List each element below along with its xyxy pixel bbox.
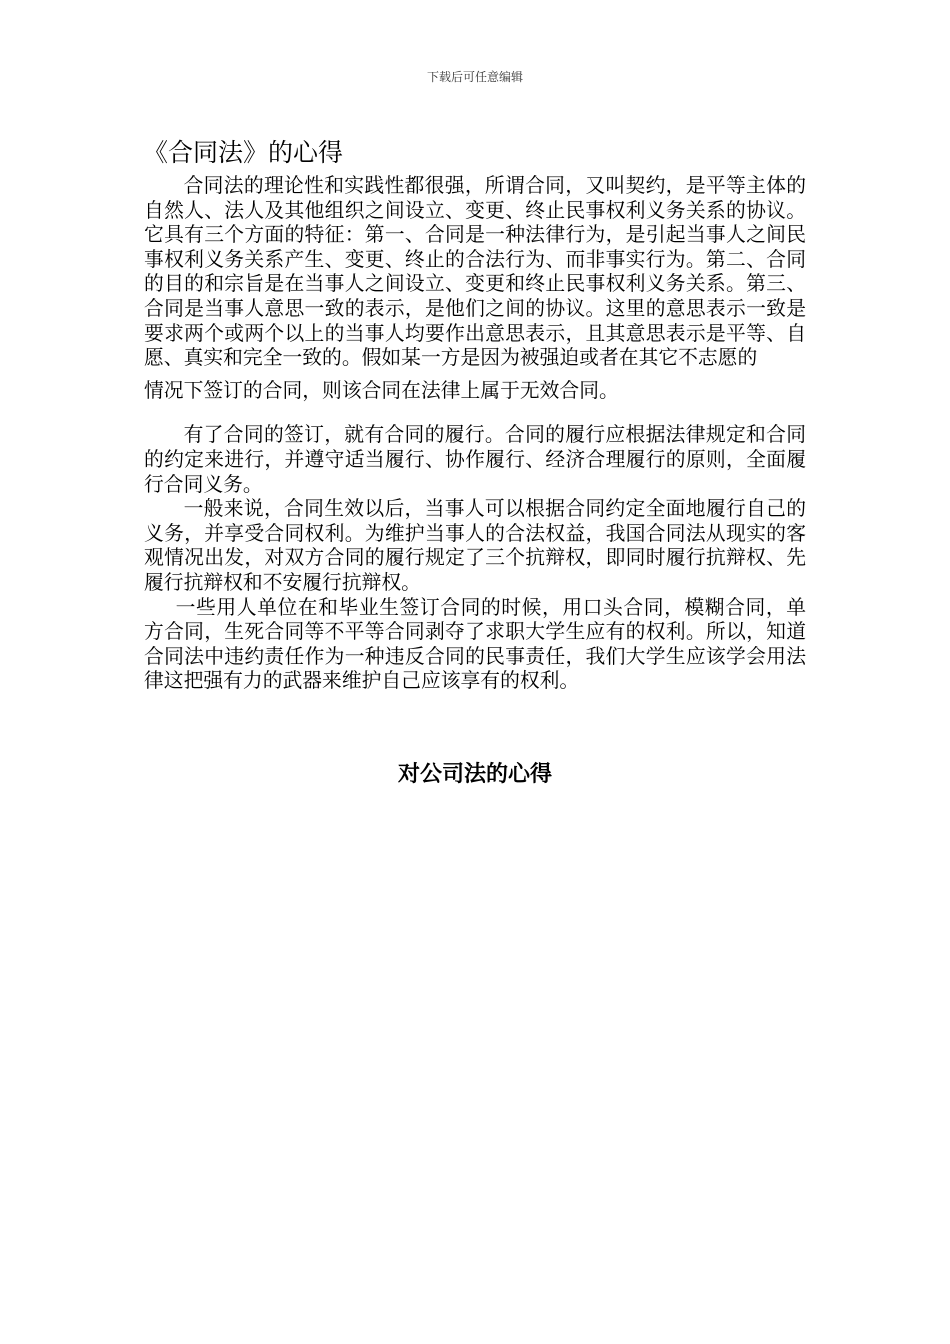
document-body [144, 174, 806, 694]
paragraph-graduate-rights: 一些用人单位在和毕业生签订合同的时候，用口头合同，模糊合同，单方合同，生死合同等不平等合同剥夺了求职大学生应有的权利。所以，知道合同法中违约责任作为一种违反合同的民事责任，我们大学生应该学会用法律这把强有力的武器来维护自己应该享有的权利。 [144, 595, 806, 693]
paragraph-contract-performance: 有了合同的签订，就有合同的履行。合同的履行应根据法律规定和合同的约定来进行，并遵守适当履行、协作履行、经济合理履行的原则，全面履行合同义务。 [144, 423, 806, 496]
paragraph-contract-definition: 合同法的理论性和实践性都很强，所谓合同，又叫契约，是平等主体的自然人、法人及其他组织之间设立、变更、终止民事权利义务关系的协议。它具有三个方面的特征：第一、合同是一种法律行为，是引起当事人之间民事权利义务关系产生、变更、终止的合法行为、而非事实行为。第二、合同的目的和宗旨是在当事人之间设立、变更和终止民事权利义务关系。第三、合同是当事人意思一致的表示，是他们之间的协议。这里的意思表示一致是要求两个或两个以上的当事人均要作出意思表示，且其意思表示是平等、自愿、真实和完全一致的。假如某一方是因为被强迫或者在其它不志愿的 [144, 174, 806, 370]
header-note: 下载后可任意编辑 [426, 70, 523, 84]
paragraph-defense-rights: 一般来说，合同生效以后，当事人可以根据合同约定全面地履行自己的义务，并享受合同权利。为维护当事人的合法权益，我国合同法从现实的客观情况出发，对双方合同的履行规定了三个抗辩权，即同时履行抗辩权、先履行抗辩权和不安履行抗辩权。 [144, 497, 806, 594]
page-title: 《合同法》的心得 [143, 138, 344, 167]
paragraph-contract-definition-end: 情况下签订的合同，则该合同在法律上属于无效合同。 [144, 378, 619, 402]
section-subtitle: 对公司法的心得 [397, 762, 552, 787]
